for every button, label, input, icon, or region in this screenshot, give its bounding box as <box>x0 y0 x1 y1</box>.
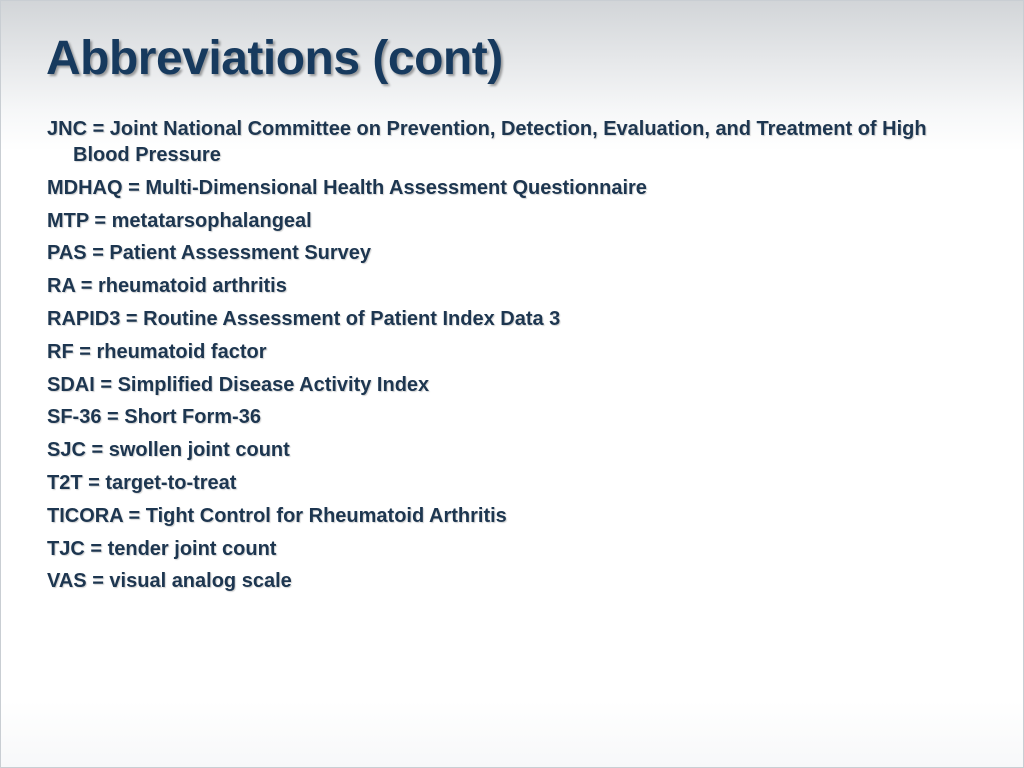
abbreviation-item: PAS = Patient Assessment Survey <box>47 242 372 265</box>
abbreviation-list <box>47 116 987 601</box>
abbreviation-item: RAPID3 = Routine Assessment of Patient Index Data 3 <box>47 307 561 330</box>
abbreviation-item: RA = rheumatoid arthritis <box>47 275 287 298</box>
abbreviation-item: SF-36 = Short Form-36 <box>47 406 261 429</box>
abbreviation-item: RF = rheumatoid factor <box>47 340 267 363</box>
abbreviation-item: JNC = Joint National Committee on Prevention, Detection, Evaluation, and Treatment of High Blood Pressure <box>47 118 927 166</box>
abbreviation-item: T2T = target-to-treat <box>47 471 237 494</box>
slide-title: Abbreviations (cont) <box>46 32 503 85</box>
abbreviation-item: TJC = tender joint count <box>47 537 277 560</box>
abbreviation-item: MTP = metatarsophalangeal <box>47 209 312 232</box>
abbreviation-item: SDAI = Simplified Disease Activity Index <box>47 373 430 396</box>
abbreviation-item: MDHAQ = Multi-Dimensional Health Assessment Questionnaire <box>47 176 647 199</box>
abbreviation-item: TICORA = Tight Control for Rheumatoid Arthritis <box>47 504 507 527</box>
abbreviation-item: SJC = swollen joint count <box>47 439 290 462</box>
abbreviation-item: VAS = visual analog scale <box>47 570 292 593</box>
